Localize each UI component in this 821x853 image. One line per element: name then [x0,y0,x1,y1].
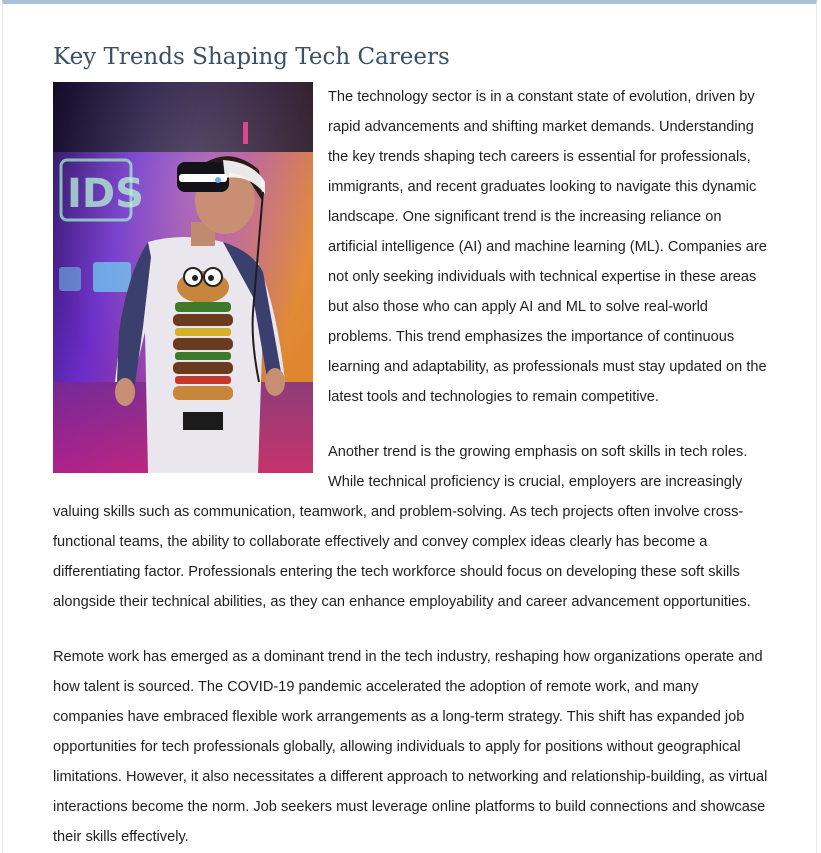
document-page [2,0,817,853]
svg-text:IDS: IDS [67,171,144,217]
paragraph-2: Another trend is the growing emphasis on soft skills in tech roles. While technical proficiency is crucial, employers are increasingly valuing skills such as communication, teamwork, and problem-solving. As tech projects often involve cross-functional teams, the ability to collaborate effectively and convey complex ideas clearly has become a differentiating factor. Professionals entering the tech workforce should focus on developing these soft skills alongside their technical abilities, as they can enhance employability and career advancement opportunities. [53,444,751,610]
article-title: Key Trends Shaping Tech Careers [53,44,450,70]
article-body [53,42,769,853]
paragraph-3: Remote work has emerged as a dominant trend in the tech industry, reshaping how organizations operate and how talent is sourced. The COVID-19 pandemic accelerated the adoption of remote work, and many companies have embraced flexible work arrangements as a long-term strategy. This shift has expanded job opportunities for tech professionals globally, allowing individuals to apply for positions without geographical limitations. However, it also necessitates a different approach to networking and relationship-building, as virtual interactions become the norm. Job seekers must leverage online platforms to build connections and showcase their skills effectively. [53,649,768,845]
paragraph-1: The technology sector is in a constant state of evolution, driven by rapid advancements and shifting market demands. Understanding the key trends shaping tech careers is essential for professionals, immigrants, and recent graduates looking to navigate this dynamic landscape. One significant trend is the increasing reliance on artificial intelligence (AI) and machine learning (ML). Companies are not only seeking individuals with technical expertise in these areas but also those who can apply AI and ML to solve real-world problems. This trend emphasizes the importance of continuous learning and adaptability, as professionals must stay updated on the latest tools and technologies to remain competitive. [328,89,767,405]
vr-headset-photo [53,82,313,473]
